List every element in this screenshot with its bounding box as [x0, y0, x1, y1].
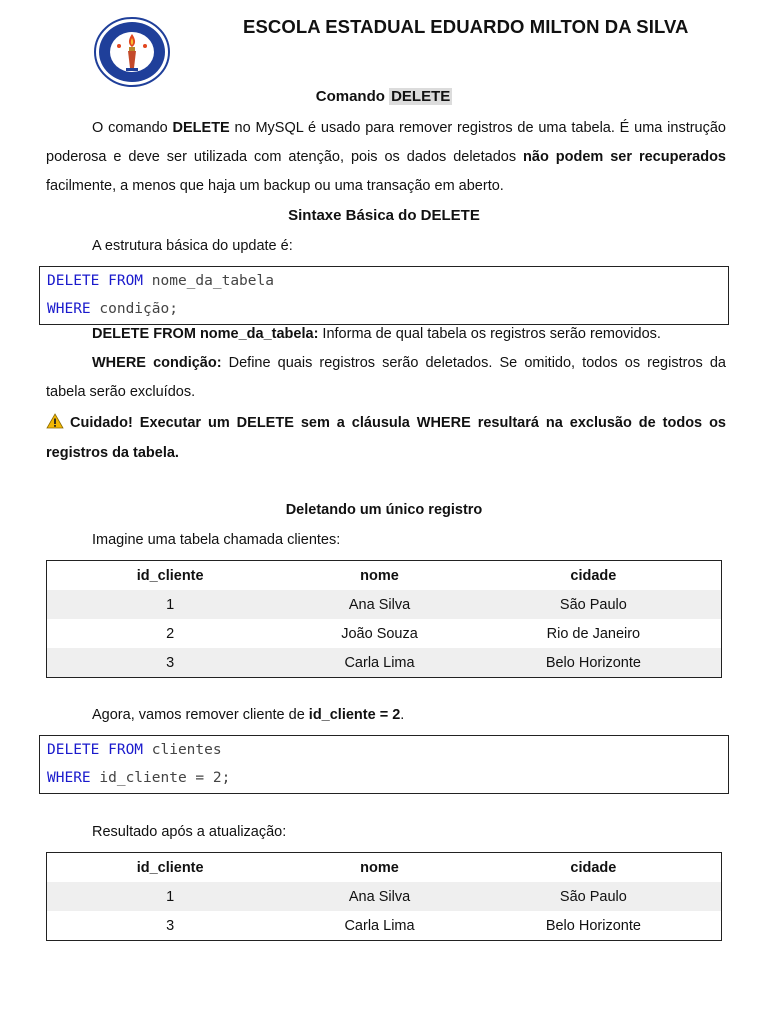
- school-name: ESCOLA ESTADUAL EDUARDO MILTON DA SILVA: [243, 16, 689, 37]
- cell-nome: Ana Silva: [293, 590, 465, 619]
- col-header-cidade: cidade: [570, 567, 617, 584]
- cell-cidade: Belo Horizonte: [545, 917, 641, 934]
- warning-note: Cuidado! Executar um DELETE sem a cláusula WHERE resultará na exclusão de todos os registros da tabela.: [46, 415, 726, 461]
- result-table: [46, 852, 722, 941]
- intro-paragraph: [46, 114, 726, 201]
- remove-instruction: Agora, vamos remover cliente de id_cliente = 2.: [92, 707, 405, 723]
- table-row: [47, 648, 722, 678]
- intro-text-3: facilmente, a menos que haja um backup ou uma transação em aberto.: [46, 178, 504, 194]
- col-header-id: id_cliente: [136, 859, 204, 876]
- cell-id: 1: [47, 590, 294, 619]
- cell-id: 3: [47, 648, 294, 678]
- intro-bold-2: não podem ser recuperados: [523, 149, 726, 165]
- result-intro: Resultado após a atualização:: [92, 824, 287, 840]
- table-header-row: [47, 853, 722, 883]
- code-line: WHERE id_cliente = 2;: [47, 770, 231, 786]
- warning-icon: [46, 413, 64, 429]
- code-block-syntax: [39, 266, 729, 325]
- explain-delete-from: DELETE FROM nome_da_tabela: Informa de qual tabela os registros serão removidos.: [92, 326, 661, 342]
- col-header-cidade: cidade: [570, 859, 617, 876]
- col-header-id: id_cliente: [136, 567, 204, 584]
- school-logo: [93, 16, 171, 88]
- table-header-row: [47, 561, 722, 591]
- syntax-intro: A estrutura básica do update é:: [92, 238, 293, 254]
- title-prefix: Comando: [315, 88, 390, 105]
- syntax-heading: Sintaxe Básica do DELETE: [288, 207, 480, 224]
- single-record-heading: Deletando um único registro: [285, 502, 483, 518]
- cell-nome: Carla Lima: [344, 917, 415, 934]
- cell-cidade: São Paulo: [466, 882, 722, 911]
- clientes-table: [46, 560, 722, 678]
- table-row: [47, 911, 722, 941]
- cell-cidade: Belo Horizonte: [466, 648, 722, 678]
- table-intro: Imagine uma tabela chamada clientes:: [92, 532, 341, 548]
- col-header-nome: nome: [360, 859, 399, 876]
- code-line: DELETE FROM clientes: [47, 742, 222, 758]
- cell-id: 2: [166, 625, 175, 642]
- cell-id: 1: [47, 882, 294, 911]
- cell-nome: Ana Silva: [293, 882, 465, 911]
- explain-where: WHERE condição: Define quais registros serão deletados. Se omitido, todos os registros da tabela serão excluídos.: [46, 355, 726, 400]
- intro-text-1: O comando: [92, 120, 173, 136]
- intro-bold-1: DELETE: [172, 120, 230, 136]
- code-block-example: [39, 735, 729, 794]
- cell-cidade: Rio de Janeiro: [546, 625, 641, 642]
- cell-nome: Carla Lima: [293, 648, 465, 678]
- table-row: [47, 882, 722, 911]
- cell-cidade: São Paulo: [466, 590, 722, 619]
- title-highlight: DELETE: [391, 88, 451, 105]
- table-row: [47, 590, 722, 619]
- code-line: WHERE condição;: [47, 301, 178, 317]
- intro-text-2: no MySQL é usado para remover registros de uma tabela. É uma instrução poderosa e deve ser utilizada com atenção, pois os dados deletados: [46, 120, 726, 165]
- code-line: DELETE FROM nome_da_tabela: [47, 273, 274, 289]
- page-title: [0, 88, 768, 105]
- table-row: [47, 619, 722, 648]
- cell-nome: João Souza: [341, 625, 418, 642]
- cell-id: 3: [166, 917, 175, 934]
- col-header-nome: nome: [360, 567, 399, 584]
